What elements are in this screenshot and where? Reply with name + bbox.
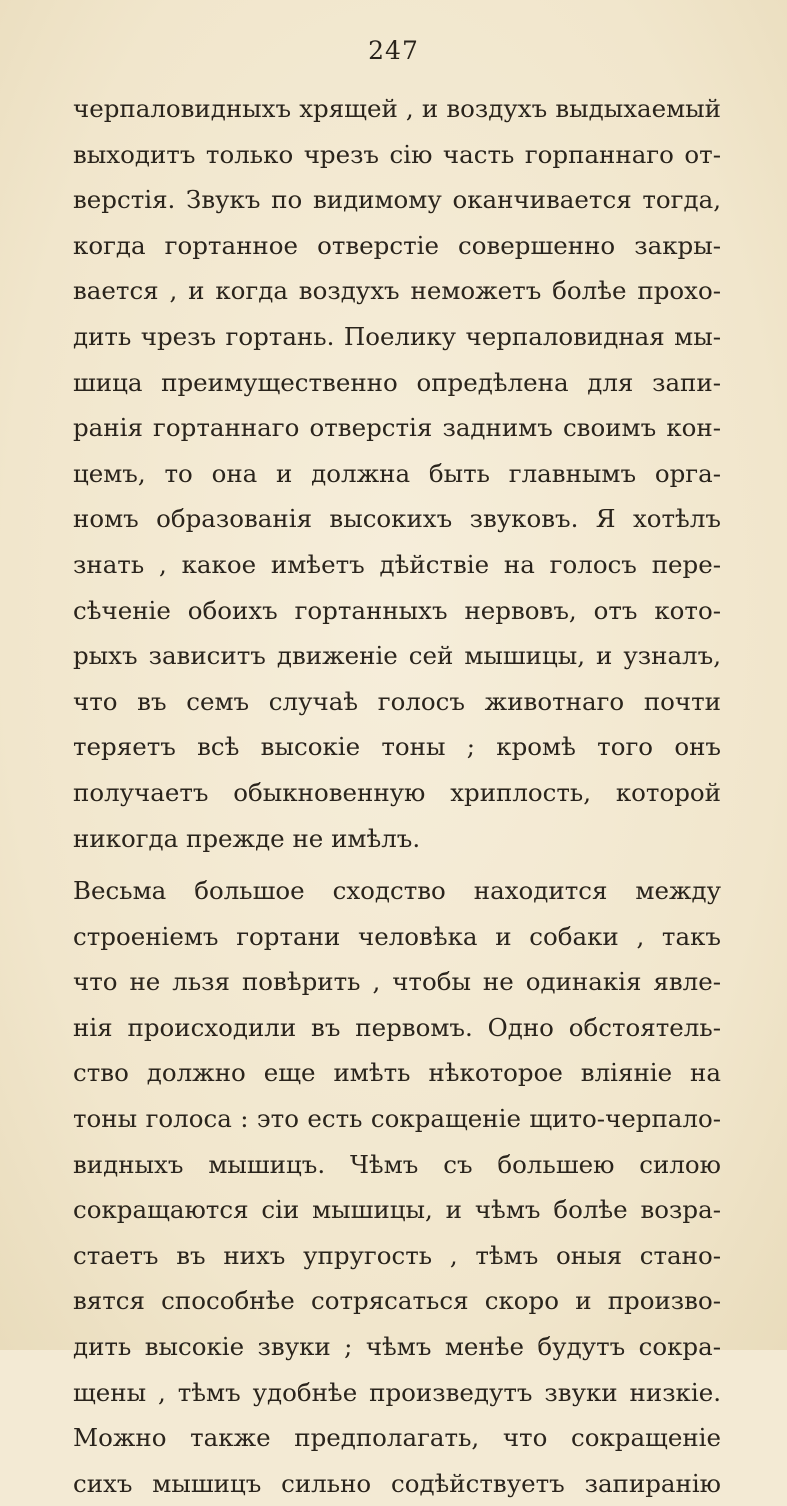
text-line: Можно также предполагать, что сокращеніе xyxy=(73,1423,721,1453)
paragraph-2 xyxy=(73,868,721,1506)
text-line: Весьма большое сходство находится между xyxy=(73,876,721,906)
text-line: нія происходили въ первомъ. Одно обстоятель- xyxy=(73,1012,721,1042)
text-line: теряетъ всѣ высокіе тоны ; кромѣ того онъ xyxy=(73,732,721,762)
text-line: дить чрезъ гортань. Поелику черпаловидная мы- xyxy=(73,321,721,351)
text-line: номъ образованія высокихъ звуковъ. Я хотѣлъ xyxy=(73,504,721,534)
text-line: дить высокіе звуки ; чѣмъ менѣе будутъ сокра- xyxy=(73,1332,721,1362)
text-line: сокращаются сіи мышицы, и чѣмъ болѣе возра- xyxy=(73,1195,721,1225)
text-line: щены , тѣмъ удобнѣе произведутъ звуки низкіе. xyxy=(73,1377,721,1407)
text-line: получаетъ обыкновенную хриплость, которой xyxy=(73,777,721,807)
text-line: цемъ, то она и должна быть главнымъ орга- xyxy=(73,458,721,488)
text-line: верстія. Звукъ по видимому оканчивается тогда, xyxy=(73,185,721,215)
text-line: шица преимущественно опредѣлена для запи- xyxy=(73,367,721,397)
text-line: никогда прежде не имѣлъ. xyxy=(73,823,421,853)
text-line: тоны голоса : это есть сокращеніе щито-черпало- xyxy=(73,1104,721,1134)
text-line: сѣченіе обоихъ гортанныхъ нервовъ, отъ кото- xyxy=(73,595,721,625)
text-line: ранія гортаннаго отверстія заднимъ своимъ кон- xyxy=(73,413,721,443)
text-line: видныхъ мышицъ. Чѣмъ съ большею силою xyxy=(73,1149,721,1179)
text-line: черпаловидныхъ хрящей , и воздухъ выдыхаемый xyxy=(73,94,721,123)
text-line: выходитъ только чрезъ сію часть горпаннаго от- xyxy=(73,139,721,169)
body-text xyxy=(73,86,721,1506)
text-line: знать , какое имѣетъ дѣйствіе на голосъ пере- xyxy=(73,549,721,579)
text-line: стаетъ въ нихъ упругость , тѣмъ оныя стано- xyxy=(73,1240,721,1270)
paragraph-gap xyxy=(73,861,721,868)
text-line: что не льзя повѣрить , чтобы не одинакія явле- xyxy=(73,967,721,997)
text-line: строеніемъ гортани человѣка и собаки , такъ xyxy=(73,921,721,951)
text-line: рыхъ зависитъ движеніе сей мышицы, и узналъ, xyxy=(73,641,721,671)
text-line: когда гортанное отверстіе совершенно закры- xyxy=(73,230,721,260)
text-line: что въ семъ случаѣ голосъ животнаго почти xyxy=(73,686,721,716)
page-number: 247 xyxy=(368,36,419,65)
paragraph-1 xyxy=(73,86,721,861)
text-line: вятся способнѣе сотрясаться скоро и произво- xyxy=(73,1286,721,1316)
text-line: сихъ мышицъ сильно содѣйствуетъ запиранію xyxy=(73,1468,721,1498)
text-line: ство должно еще имѣть нѣкоторое вліяніе на xyxy=(73,1058,721,1088)
text-line: вается , и когда воздухъ неможетъ болѣе прохо- xyxy=(73,276,721,306)
